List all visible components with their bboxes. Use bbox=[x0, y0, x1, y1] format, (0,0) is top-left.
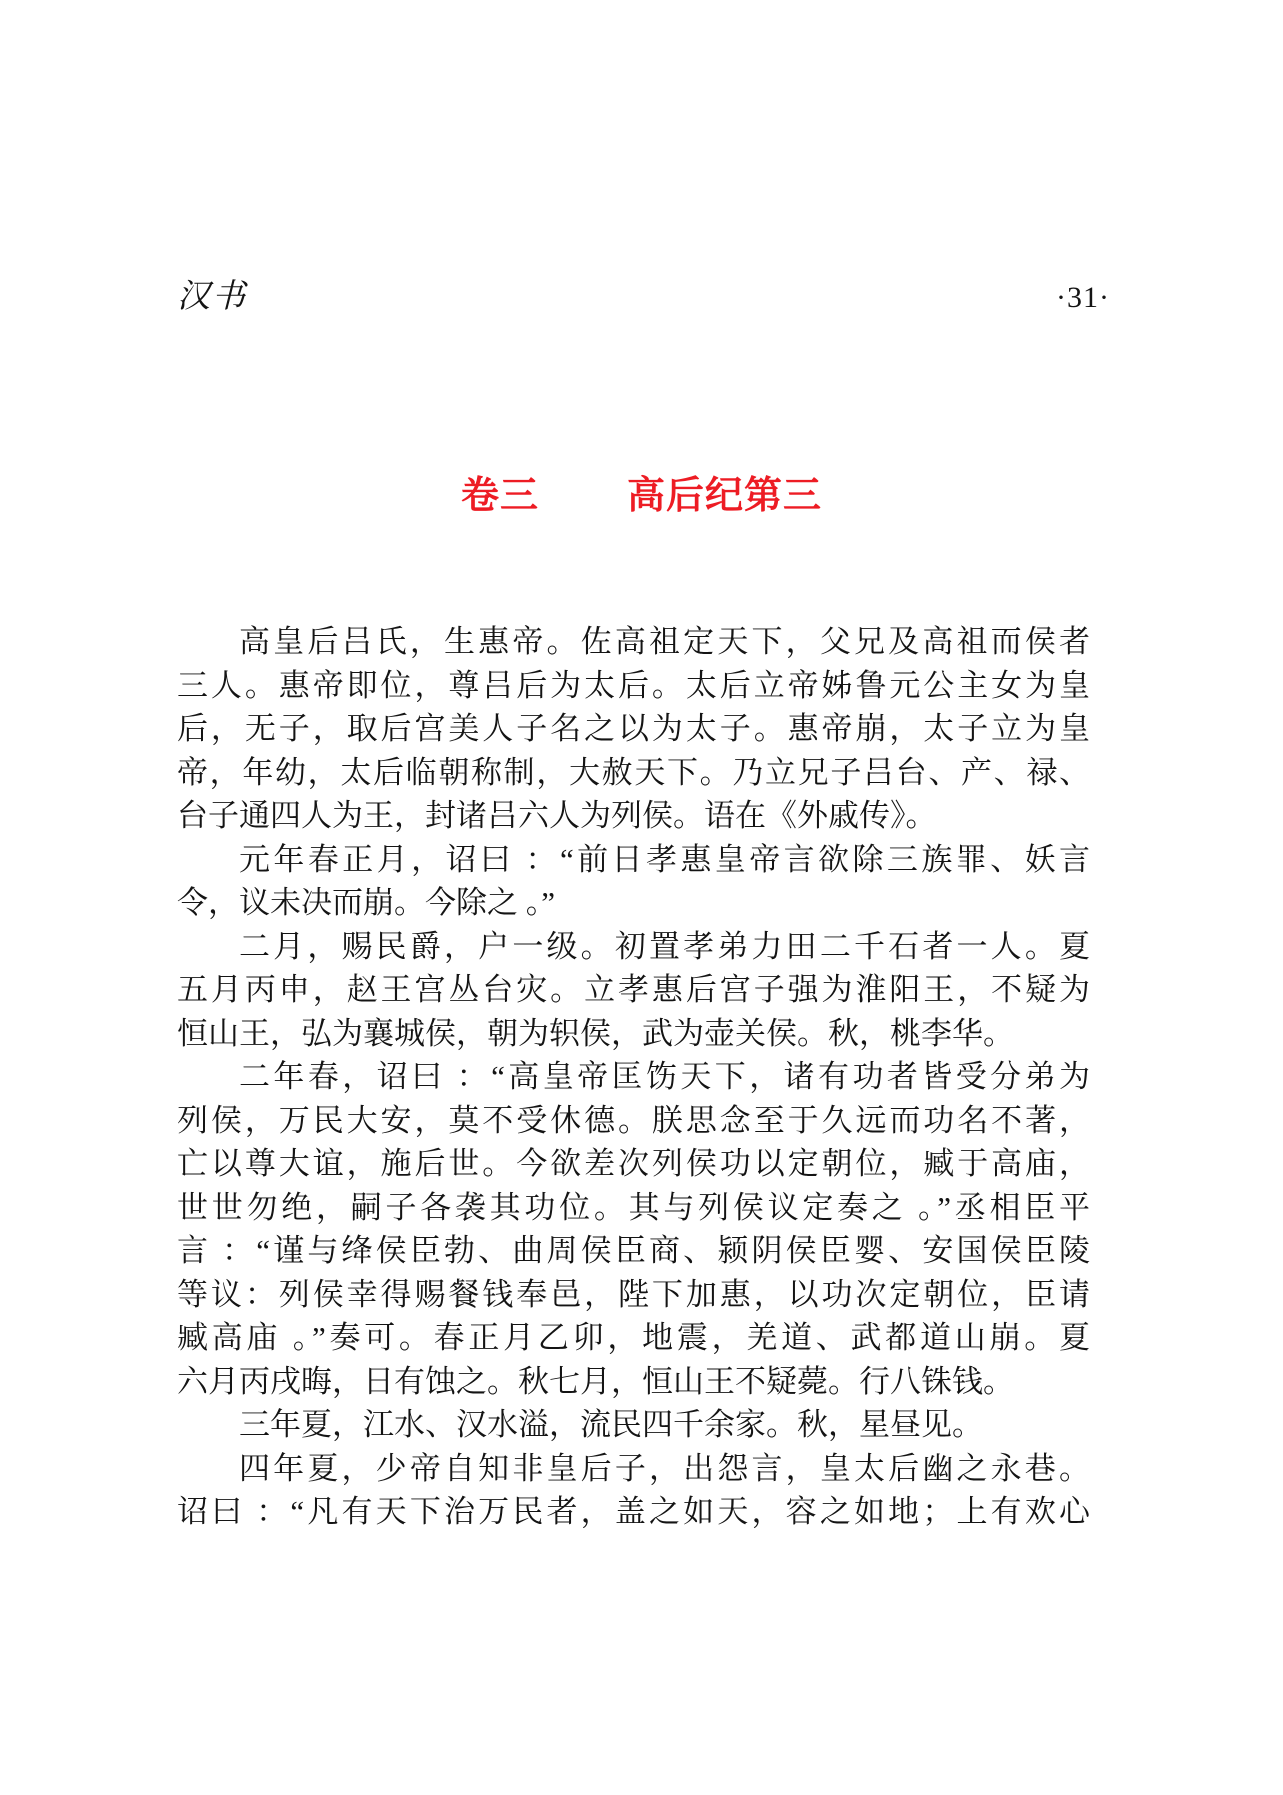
text-line: 帝，年幼，太后临朝称制，大赦天下。乃立兄子吕台、产、禄、 bbox=[177, 754, 1090, 790]
text-line: 六月丙戌晦，日有蚀之。秋七月，恒山王不疑薨。行八铢钱。 bbox=[177, 1363, 1014, 1399]
text-line: 言 ：“谨与绛侯臣勃、曲周侯臣商、颍阴侯臣婴、安国侯臣陵 bbox=[177, 1233, 1090, 1268]
text-line: 五月丙申，赵王宫丛台灾。立孝惠后宫子强为淮阳王，不疑为 bbox=[177, 972, 1090, 1007]
running-header bbox=[177, 270, 1110, 317]
text-line: 诏曰 ：“凡有天下治万民者，盖之如天，容之如地；上有欢心 bbox=[177, 1494, 1090, 1529]
text-line: 列侯，万民大安，莫不受休德。朕思念至于久远而功名不著， bbox=[177, 1102, 1090, 1138]
text-line: 臧高庙 。”奏可。春正月乙卯，地震，羌道、武都道山崩。夏 bbox=[177, 1320, 1090, 1355]
text-line: 三年夏，江水、汉水溢，流民四千余家。秋，星昼见。 bbox=[239, 1407, 983, 1442]
chapter-title bbox=[0, 464, 1283, 519]
text-line: 等议：列侯幸得赐餐钱奉邑，陛下加惠，以功次定朝位，臣请 bbox=[177, 1276, 1090, 1312]
text-line: 世世勿绝，嗣子各袭其功位。其与列侯议定奏之 。”丞相臣平 bbox=[177, 1189, 1090, 1225]
text-line: 亡以尊大谊，施后世。今欲差次列侯功以定朝位，臧于高庙， bbox=[177, 1146, 1090, 1181]
book-title: 汉书 bbox=[177, 279, 247, 315]
text-line: 令，议未决而崩。今除之 。” bbox=[177, 885, 556, 920]
text-line: 二年春，诏曰 ：“高皇帝匡饬天下，诸有功者皆受分弟为 bbox=[239, 1059, 1090, 1094]
body-text bbox=[177, 620, 1090, 1534]
page-number: ·31· bbox=[1056, 281, 1110, 314]
text-line: 三人。惠帝即位，尊吕后为太后。太后立帝姊鲁元公主女为皇 bbox=[177, 667, 1090, 703]
text-line: 二月，赐民爵，户一级。初置孝弟力田二千石者一人。夏 bbox=[239, 928, 1090, 964]
chapter-name: 高后纪第三 bbox=[627, 475, 823, 517]
chapter-number: 卷三 bbox=[460, 475, 539, 517]
text-line: 四年夏，少帝自知非皇后子，出怨言，皇太后幽之永巷。 bbox=[239, 1450, 1090, 1486]
text-line: 后，无子，取后宫美人子名之以为太子。惠帝崩，太子立为皇 bbox=[177, 711, 1090, 746]
text-line: 高皇后吕氏，生惠帝。佐高祖定天下，父兄及高祖而侯者 bbox=[239, 624, 1090, 659]
text-line: 元年春正月，诏曰 ：“前日孝惠皇帝言欲除三族罪、妖言 bbox=[239, 841, 1090, 877]
text-line: 恒山王，弘为襄城侯，朝为轵侯，武为壶关侯。秋，桃李华。 bbox=[177, 1015, 1014, 1051]
text-line: 台子通四人为王，封诸吕六人为列侯。语在《外戚传》。 bbox=[177, 798, 937, 833]
